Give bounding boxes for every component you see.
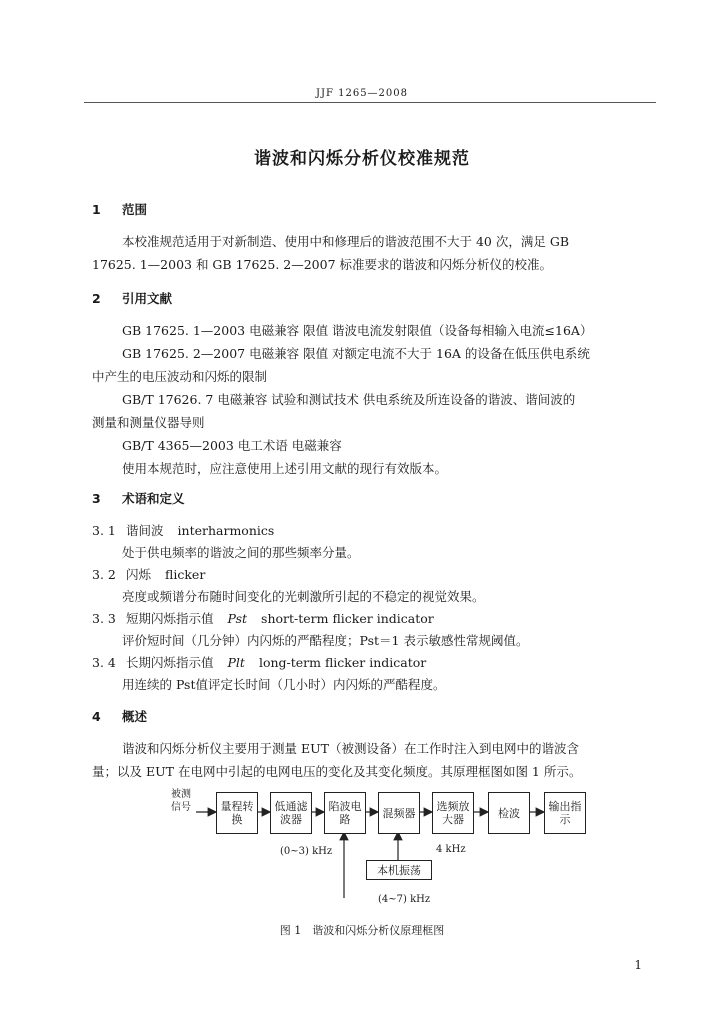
- freq-label: (0~3) kHz: [280, 846, 333, 857]
- term-symbol: Plt: [227, 655, 245, 670]
- freq-label: 4 kHz: [436, 844, 466, 855]
- block-output-display: 输出指示: [544, 792, 586, 834]
- section-title: 范围: [122, 202, 148, 217]
- section-2-heading: [92, 289, 172, 307]
- reference-line: GB/T 4365—2003 电工术语 电磁兼容: [122, 438, 342, 453]
- reference-line: GB/T 17626. 7 电磁兼容 试验和测试技术 供电系统及所连设备的谐波、谐间波的: [122, 392, 576, 407]
- block-mixer: 混频器: [378, 792, 420, 834]
- figure-caption: 图 1 谐波和闪烁分析仪原理框图: [279, 924, 445, 937]
- term-cn: 短期闪烁指示值: [126, 611, 214, 626]
- section-1-line: 17625. 1—2003 和 GB 17625. 2—2007 标准要求的谐波和闪烁分析仪的校准。: [92, 257, 553, 272]
- section-title: 术语和定义: [122, 491, 185, 506]
- reference-line: GB 17625. 1—2003 电磁兼容 限值 谐波电流发射限值（设备每相输入电流≤16A）: [122, 323, 593, 338]
- section-3-heading: [92, 489, 185, 507]
- term-en: interharmonics: [177, 523, 275, 538]
- block-range-switch: 量程转换: [216, 792, 258, 834]
- section-1-heading: [92, 200, 147, 218]
- reference-line: 使用本规范时，应注意使用上述引用文献的现行有效版本。: [122, 461, 448, 476]
- header-rule: [84, 102, 656, 103]
- section-title: 引用文献: [122, 291, 173, 306]
- block-notch-circuit: 陷波电路: [324, 792, 366, 834]
- running-header: JJF 1265—2008: [315, 88, 409, 99]
- term-en: short-term flicker indicator: [261, 611, 434, 626]
- term-definition: 处于供电频率的谐波之间的那些频率分量。: [122, 545, 360, 560]
- term-cn: 闪烁: [126, 567, 152, 582]
- freq-label: (4~7) kHz: [378, 894, 431, 905]
- section-number: 1: [92, 202, 101, 217]
- reference-line: GB 17625. 2—2007 电磁兼容 限值 对额定电流不大于 16A 的设备在低压供电系统: [122, 346, 590, 361]
- page-number: 1: [634, 958, 642, 972]
- section-4-heading: [92, 707, 147, 725]
- term-en: long-term flicker indicator: [258, 655, 427, 670]
- term-number: 3. 1: [92, 523, 116, 538]
- term-number: 3. 3: [92, 611, 116, 626]
- term-definition: 评价短时间（几分钟）内闪烁的严酷程度；Pst＝1 表示敏感性常规阈值。: [122, 633, 529, 648]
- term-entry: [92, 565, 205, 583]
- term-number: 3. 2: [92, 567, 116, 582]
- section-number: 2: [92, 291, 101, 306]
- term-symbol: Pst: [227, 611, 248, 626]
- section-4-line: 谐波和闪烁分析仪主要用于测量 EUT（被测设备）在工作时注入到电网中的谐波含: [122, 741, 579, 756]
- term-cn: 谐间波: [126, 523, 164, 538]
- section-1-line: 本校准规范适用于对新制造、使用中和修理后的谐波范围不大于 40 次，满足 GB: [122, 234, 569, 249]
- block-selective-amplifier: 选频放大器: [432, 792, 474, 834]
- term-definition: 用连续的 Pst值评定长时间（几小时）内闪烁的严酷程度。: [122, 677, 446, 692]
- reference-line: 中产生的电压波动和闪烁的限制: [92, 369, 268, 384]
- term-entry: [92, 521, 274, 539]
- block-lowpass-filter: 低通滤波器: [270, 792, 312, 834]
- block-diagram: [170, 784, 590, 914]
- section-4-line: 量；以及 EUT 在电网中引起的电网电压的变化及其变化频度。其原理框图如图 1 所示。: [92, 764, 582, 779]
- section-title: 概述: [122, 709, 148, 724]
- section-number: 4: [92, 709, 101, 724]
- input-signal-label: 被测信号: [171, 789, 191, 813]
- block-local-oscillator: 本机振荡: [366, 860, 432, 880]
- document-title: 谐波和闪烁分析仪校准规范: [254, 149, 470, 169]
- section-number: 3: [92, 491, 101, 506]
- term-entry: [92, 653, 426, 671]
- term-cn: 长期闪烁指示值: [126, 655, 214, 670]
- block-detector: 检波: [488, 792, 530, 834]
- reference-line: 测量和测量仪器导则: [92, 415, 205, 430]
- term-definition: 亮度或频谱分布随时间变化的光刺激所引起的不稳定的视觉效果。: [122, 589, 485, 604]
- term-number: 3. 4: [92, 655, 116, 670]
- term-entry: [92, 609, 434, 627]
- term-en: flicker: [165, 567, 206, 582]
